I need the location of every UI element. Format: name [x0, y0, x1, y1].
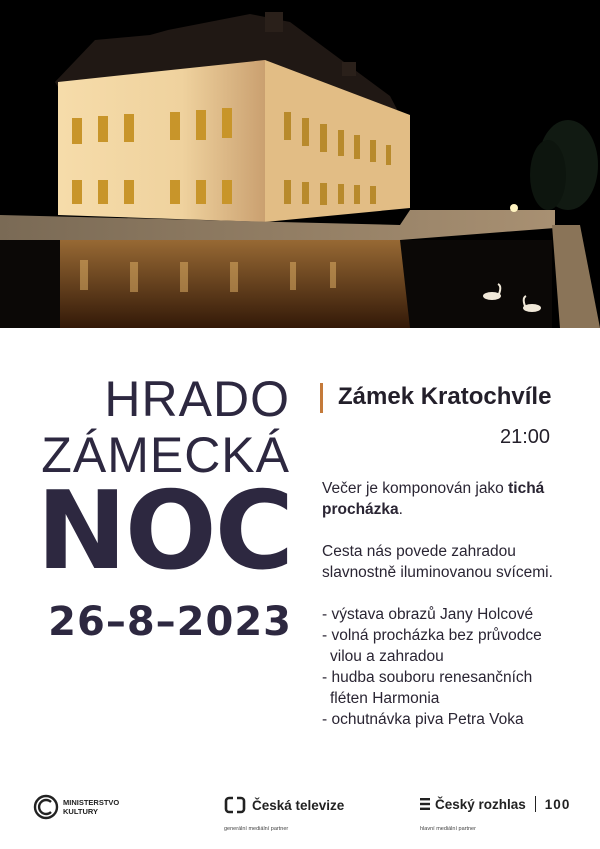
ministry-line1: MINISTERSTVO	[63, 798, 120, 807]
program-item-continuation: fléten Harmonia	[330, 690, 440, 707]
cr-name: Český rozhlas	[435, 796, 526, 812]
intro-paragraph	[322, 478, 592, 520]
event-description	[322, 478, 592, 730]
cesky-rozhlas-logo	[420, 796, 570, 812]
cr-divider	[535, 796, 536, 812]
program-item-continuation: vilou a zahradou	[330, 648, 444, 665]
event-time: 21:00	[500, 426, 551, 448]
route-paragraph: Cesta nás povede zahradou slavnostně iluminovanou svícemi.	[322, 543, 553, 581]
cr-caption: hlavní mediální partner	[420, 826, 476, 832]
program-list	[322, 604, 592, 730]
ministry-of-culture-logo	[33, 794, 119, 820]
sponsor-footer	[0, 780, 600, 849]
ministry-emblem-icon	[33, 794, 59, 820]
ct-brand-icon	[224, 796, 246, 814]
intro-bold-text: tichá procházka	[322, 480, 545, 518]
program-item: - volná procházka bez průvodce	[322, 627, 542, 644]
event-date: 26–8–2023	[48, 599, 292, 645]
program-item: - ochutnávka piva Petra Voka	[322, 711, 524, 728]
ceska-televize-logo	[224, 796, 344, 814]
title-line-zamecka: ZÁMECKÁ	[41, 427, 290, 483]
title-line-noc: NOC	[36, 469, 292, 594]
intro-period: .	[398, 501, 403, 518]
intro-text: Večer je komponován jako	[322, 480, 509, 497]
hero-photo-chateau-night	[0, 0, 600, 328]
program-item: - výstava obrazů Jany Holcové	[322, 606, 534, 623]
ct-name: Česká televize	[252, 797, 345, 813]
title-line-hrado: HRADO	[104, 371, 290, 427]
ct-caption: generální mediální partner	[224, 826, 289, 832]
cr-brand-icon	[420, 797, 430, 811]
venue-name: Zámek Kratochvíle	[338, 383, 552, 410]
ministry-line2: KULTURY	[63, 807, 98, 816]
venue-accent-bar	[320, 383, 323, 413]
cr-anniversary-mark: 100	[544, 796, 571, 812]
program-item: - hudba souboru renesančních	[322, 669, 533, 686]
